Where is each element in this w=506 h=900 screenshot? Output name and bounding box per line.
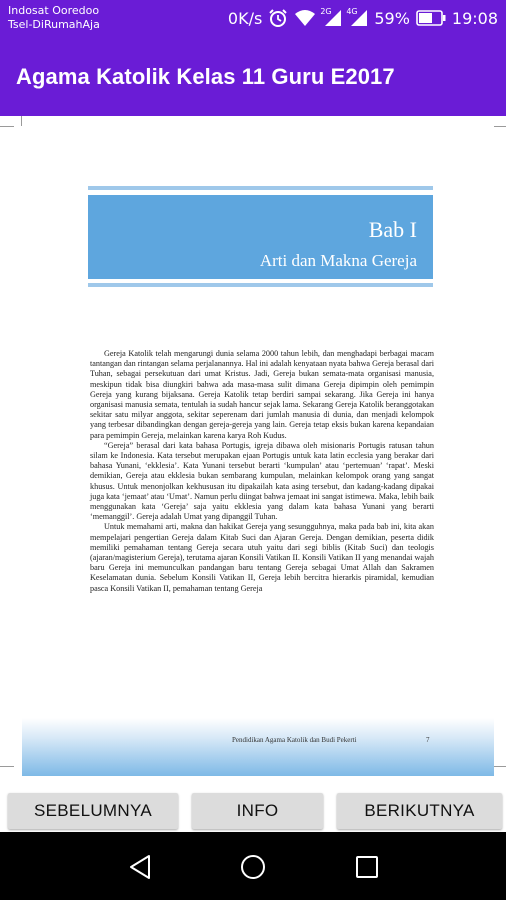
battery-percent: 59% [374, 8, 410, 28]
app-title: Agama Katolik Kelas 11 Guru E2017 [16, 64, 395, 89]
alarm-icon [268, 8, 288, 28]
crop-mark [0, 766, 14, 767]
navigation-buttons [0, 792, 506, 832]
paragraph: Gereja Katolik telah mengarungi dunia selama 2000 tahun lebih, dan menghadapi berbagai macam tantangan dan rintangan selama perjalanannya. Hal ini adalah kenyataan nyata bahwa Gereja berasal dari Tuhan, sebagai persekutuan dari umat Kristus. Jadi, Gereja bukan semata-mata organisasi manusia, meskipun tidak bisa diungkiri bahwa ada masa-masa sulit dimana Gereja dipimpin oleh pemimpin Gereja yang kurang bijaksana. Gereja Katolik tetap berdiri sampai sekarang. Jika Gereja ini hanya organisasi manusia semata, tentulah ia sudah hancur sejak lama. Sekarang Gereja Katolik beranggotakan sekitar satu milyar anggota, sekitar seperenam dari jumlah manusia di dunia, dan menjadi kelompok yang terbesar dibandingkan dengan gereja-gereja yang lain. Gereja tetap eksis bukan karena kepandaian para pemimpin Gereja, melainkan karena karya Roh Kudus. [90, 349, 434, 440]
crop-mark [492, 126, 506, 127]
chapter-title: Arti dan Makna Gereja [259, 251, 417, 270]
banner-line [88, 186, 433, 190]
page-footer-band [22, 718, 494, 776]
page-viewer[interactable] [0, 116, 506, 792]
battery-icon [416, 10, 446, 26]
recents-square-icon[interactable] [355, 854, 379, 880]
system-nav-bar [0, 832, 506, 900]
paragraph: Untuk memahami arti, makna dan hakikat Gereja yang sesungguhnya, maka pada bab ini, kita akan mempelajari pengertian Gereja dalam Kitab Suci dan Ajaran Gereja. Dengan demikian, peserta didik memiliki pemahaman tentang Gereja secara utuh yaitu dari segi biblis (Kitab Suci) dan teologis (ajaran/magisterium Gereja), terutama ajaran Konsili Vatikan II. Konsili Vatikan II yang menandai wajah baru Gereja ini memunculkan pandangan baru tentang Gereja sebagai Umat Allah dan Sakramen Keselamatan dunia. Sebelum Konsili Vatikan II, Gereja lebih bercitra hierarkis piramidal, kemudian pasca Konsili Vatikan II, pemahaman tentang Gereja [90, 522, 434, 593]
signal-2-label: 4G [346, 7, 358, 16]
signal-1-label: 2G [320, 7, 332, 16]
book-page [22, 116, 494, 776]
carrier-info [8, 4, 100, 32]
page-footer-text: Pendidikan Agama Katolik dan Budi Pekerti [232, 736, 357, 744]
banner-line [88, 283, 433, 287]
page-number: 7 [426, 736, 430, 744]
info-button[interactable]: INFO [192, 793, 323, 829]
back-triangle-icon[interactable] [128, 854, 152, 880]
body-text [90, 349, 434, 594]
banner-band [88, 195, 433, 279]
home-circle-icon[interactable] [240, 854, 266, 880]
app-bar [0, 36, 506, 116]
chapter-number: Bab I [368, 217, 417, 242]
clock: 19:08 [451, 8, 498, 28]
next-button[interactable]: BERIKUTNYA [337, 793, 502, 829]
carrier-line-1: Indosat Ooredoo [8, 4, 100, 17]
signal-icon [348, 9, 368, 27]
previous-button[interactable]: SEBELUMNYA [8, 793, 178, 829]
wifi-icon [294, 9, 316, 27]
carrier-line-2: Tsel-DiRumahAja [8, 18, 100, 31]
crop-mark [0, 126, 14, 127]
crop-mark [492, 766, 506, 767]
chapter-banner [88, 186, 433, 288]
status-icons [228, 0, 498, 36]
status-bar [0, 0, 506, 36]
signal-icon [322, 9, 342, 27]
net-speed: 0K/s [227, 8, 263, 28]
paragraph: “Gereja” berasal dari kata bahasa Portugis, igreja dibawa oleh misionaris Portugis ratusan tahun silam ke Indonesia. Kata tersebut merupakan ejaan Portugis untuk kata latin ecclesia yang berakar dari bahasa Yunani, ‘ekklesia’. Kata Yunani tersebut berarti ‘kumpulan’ atau ‘pertemuan’ ‘rapat’. Meski demikian, Gereja atau ekklesia bukan sembarang kumpulan, melainkan kelompok orang yang sangat khusus. Untuk menonjolkan kekhususan itu dipakailah kata asing tersebut, dan kadang-kadang dipakai juga kata ‘jemaat’ atau ‘Umat’. Namun perlu diingat bahwa jemaat ini sangat istimewa. Maka, lebih baik menggunakan kata ‘Gereja’ saja yaitu ekklesia yang dalam kata bahasa Yunani yang berarti ‘memanggil’. Gereja adalah Umat yang dipanggil Tuhan. [90, 440, 434, 522]
